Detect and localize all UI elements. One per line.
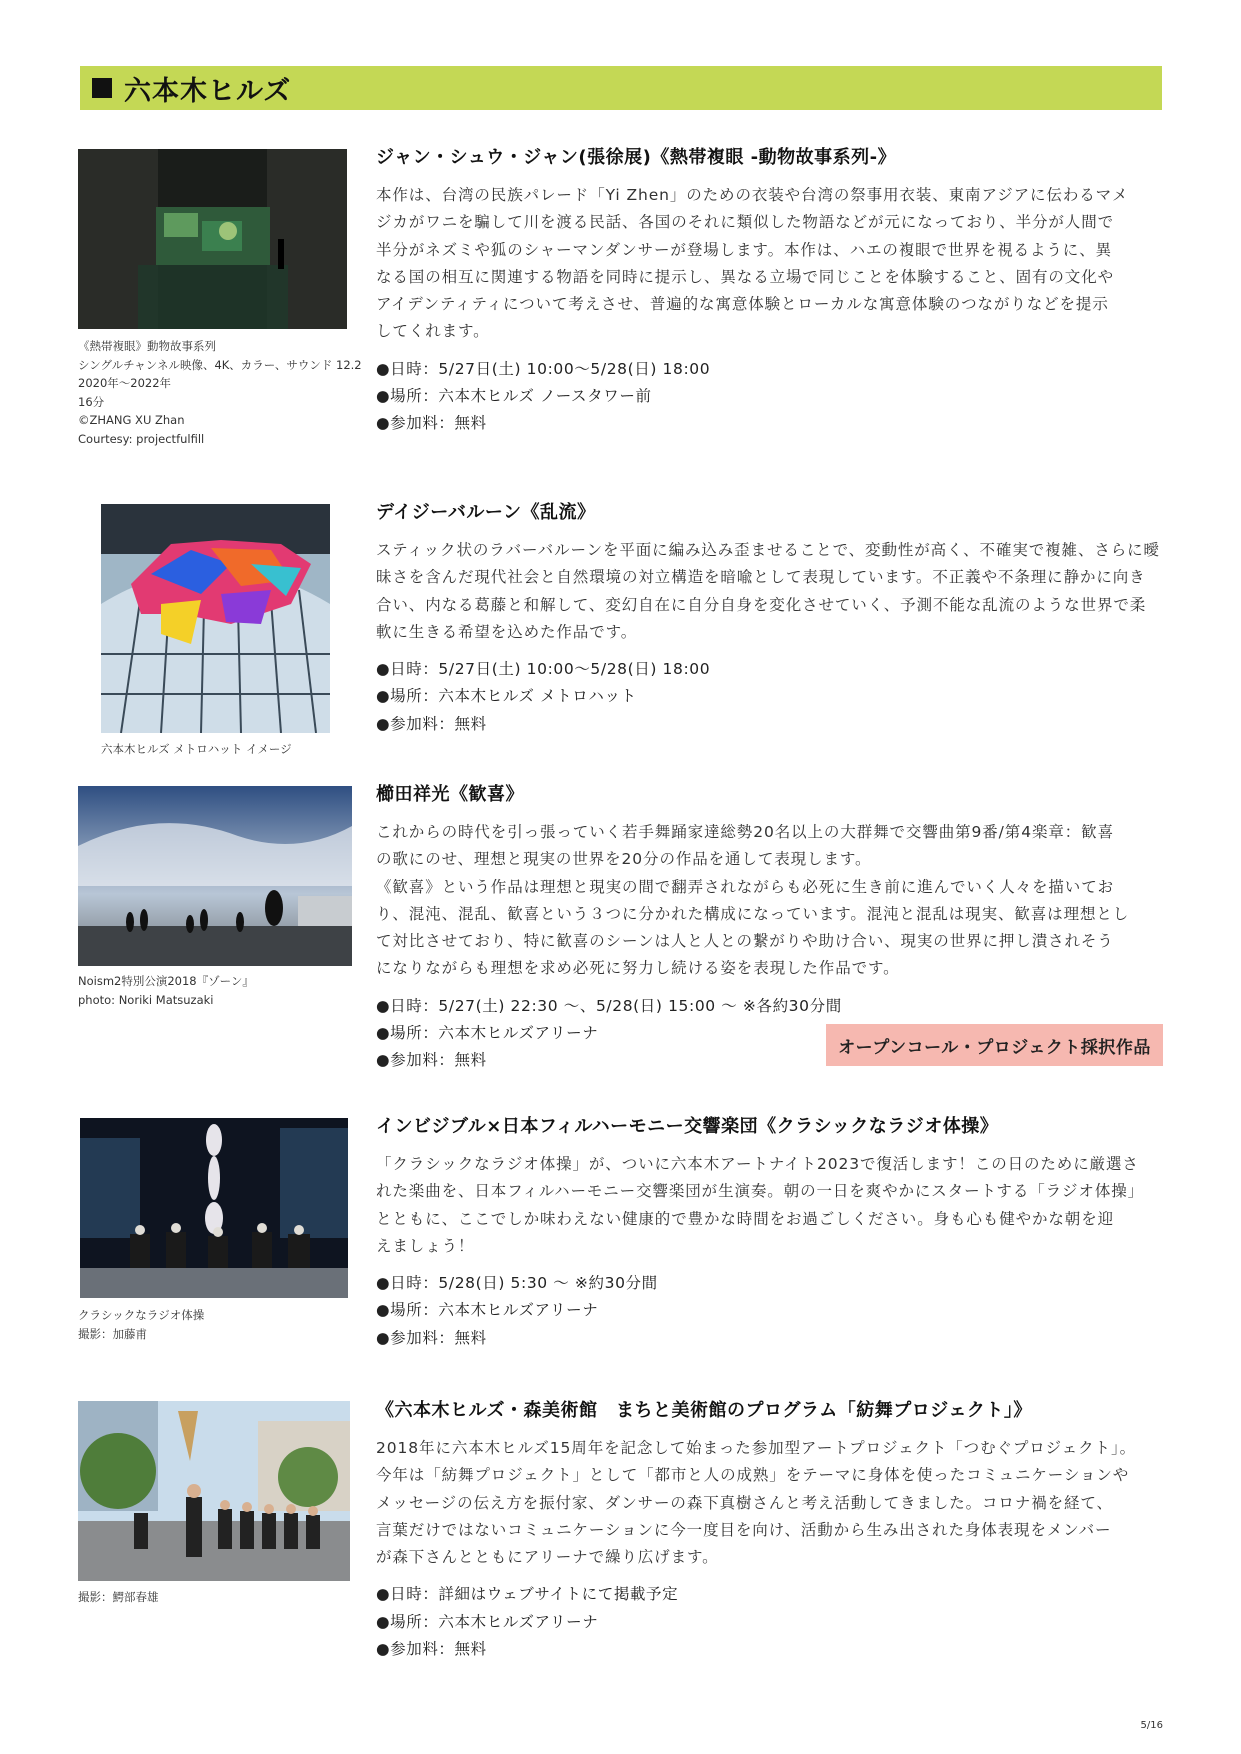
event-date: ●日時：5/28(日) 5:30 ～ ※約30分間: [376, 1274, 658, 1293]
photo-caption: クラシックなラジオ体操 撮影：加藤甫: [78, 1308, 205, 1341]
artwork-photo-tropical-compound-eye: [78, 149, 347, 329]
photo-caption: 《熱帯複眼》動物故事系列 シングルチャンネル映像、4K、カラー、サウンド 12.2 2020年～2022年 16分 ©ZHANG XU Zhan Courtesy: projectfulfill: [78, 339, 362, 446]
square-bullet-icon: [92, 78, 112, 98]
event-fee: ●参加料：無料: [376, 1328, 487, 1347]
event-fee: ●参加料：無料: [376, 1051, 487, 1070]
event-date: ●日時：5/27(土) 22:30 ～、5/28(日) 15:00 ～ ※各約30分間: [376, 996, 842, 1015]
artwork-title: インビジブル×日本フィルハーモニー交響楽団《クラシックなラジオ体操》: [376, 1116, 999, 1137]
artwork-title: 《六本木ヒルズ・森美術館 まちと美術館のプログラム「紡舞プロジェクト」》: [376, 1400, 1032, 1421]
artwork-description: 「クラシックなラジオ体操」が、ついに六本木アートナイト2023で復活します！この日のために厳選さ れた楽曲を、日本フィルハーモニー交響楽団が生演奏。朝の一日を爽やかにスタートする「ラジオ体操」 とともに、ここでしか味わえない健康的で豊かな時間をお過ごしください。身も心も健やかな朝を迎 えましょう！: [376, 1155, 1145, 1255]
event-info: [376, 356, 1166, 438]
artwork-photo-tsumugu-project: [78, 1401, 350, 1581]
event-date: ●日時：5/27日(土) 10:00〜5/28(日) 18:00: [376, 660, 711, 679]
photo-caption: 六本木ヒルズ メトロハット イメージ: [101, 742, 292, 756]
event-fee: ●参加料：無料: [376, 1640, 487, 1659]
section-header: [80, 66, 1162, 110]
artwork-photo-joy-dance: [78, 786, 352, 966]
artwork-title: 櫛田祥光《歓喜》: [376, 784, 524, 805]
event-info: [376, 656, 1166, 738]
event-place: ●場所：六本木ヒルズ ノースタワー前: [376, 387, 652, 406]
artwork-title: デイジーバルーン《乱流》: [376, 502, 596, 523]
artwork-entry: [376, 1115, 1166, 1352]
event-place: ●場所：六本木ヒルズアリーナ: [376, 1612, 599, 1631]
page-number: 5/16: [1140, 1720, 1163, 1731]
event-place: ●場所：六本木ヒルズアリーナ: [376, 1024, 599, 1043]
artwork-description: 2018年に六本木ヒルズ15周年を記念して始まった参加型アートプロジェクト「つむぐプロジェクト」。 今年は「紡舞プロジェクト」として「都市と人の成熟」をテーマに身体を使ったコミュニケーションや メッセージの伝え方を振付家、ダンサーの森下真樹さんと考え活動してきました。コロナ禍を経て、 言葉だけではないコミュニケーションに今一度目を向け、活動から生み出された身体表現をメンバー が森下さんとともにアリーナで繰り広げます。: [376, 1439, 1137, 1567]
artwork-photo-classic-radio-exercise: [80, 1118, 348, 1298]
photo-caption: Noism2特別公演2018『ゾーン』 photo: Noriki Matsuzaki: [78, 974, 254, 1007]
artwork-description: 本作は、台湾の民族パレード「Yi Zhen」のための衣装や台湾の祭事用衣装、東南アジアに伝わるマメ ジカがワニを騙して川を渡る民話、各国のそれに類似した物語などが元になっており、半分が人間で 半分がネズミや狐のシャーマンダンサーが登場します。本作は、ハエの複眼で世界を視るように、異 なる国の相互に関連する物語を同時に提示し、異なる立場で同じことを体験すること、固有の文化や アイデンティティについて考えさせ、普遍的な寓意体験とローカルな寓意体験のつながりなどを提示 してくれます。: [376, 186, 1129, 341]
event-info: [376, 1270, 1166, 1352]
artwork-description: これからの時代を引っ張っていく若手舞踊家達総勢20名以上の大群舞で交響曲第9番/第4楽章：歓喜 の歌にのせ、理想と現実の世界を20分の作品を通して表現します。 《歓喜》という作品は理想と現実の間で翻弄されながらも必死に生き前に進んでいく人々を描いてお り、混沌、混乱、歓喜という３つに分かれた構成になっています。混沌と混乱は現実、歓喜は理想とし て対比させており、特に歓喜のシーンは人と人との繋がりや助け合い、現実の世界に押し潰されそう になりながらも理想を求め必死に努力し続ける姿を表現した作品です。: [376, 823, 1130, 978]
artwork-title: ジャン・シュウ・ジャン(張徐展)《熱帯複眼 -動物故事系列-》: [376, 147, 897, 168]
event-info: [376, 1581, 1166, 1663]
section-title: 六本木ヒルズ: [124, 75, 292, 107]
event-date: ●日時：詳細はウェブサイトにて掲載予定: [376, 1585, 679, 1604]
artwork-entry: [376, 501, 1166, 738]
artwork-entry: [376, 1399, 1166, 1663]
photo-caption: 撮影：鰐部春雄: [78, 1590, 159, 1604]
artwork-description: スティック状のラバーバルーンを平面に編み込み歪ませることで、変動性が高く、不確実で複雑、さらに曖 昧さを含んだ現代社会と自然環境の対立構造を暗喩として表現しています。不正義や不条理に静かに向き 合い、内なる葛藤と和解して、変幻自在に自分自身を変化させていく、予測不能な乱流のような世界で柔 軟に生きる希望を込めた作品です。: [376, 541, 1160, 641]
event-date: ●日時：5/27日(土) 10:00〜5/28(日) 18:00: [376, 359, 711, 378]
open-call-badge: オープンコール・プロジェクト採択作品: [826, 1024, 1163, 1066]
event-place: ●場所：六本木ヒルズアリーナ: [376, 1301, 599, 1320]
event-fee: ●参加料：無料: [376, 714, 487, 733]
event-place: ●場所：六本木ヒルズ メトロハット: [376, 687, 637, 706]
event-fee: ●参加料：無料: [376, 414, 487, 433]
artwork-photo-turbulence: [101, 504, 330, 733]
artwork-entry: [376, 146, 1166, 438]
